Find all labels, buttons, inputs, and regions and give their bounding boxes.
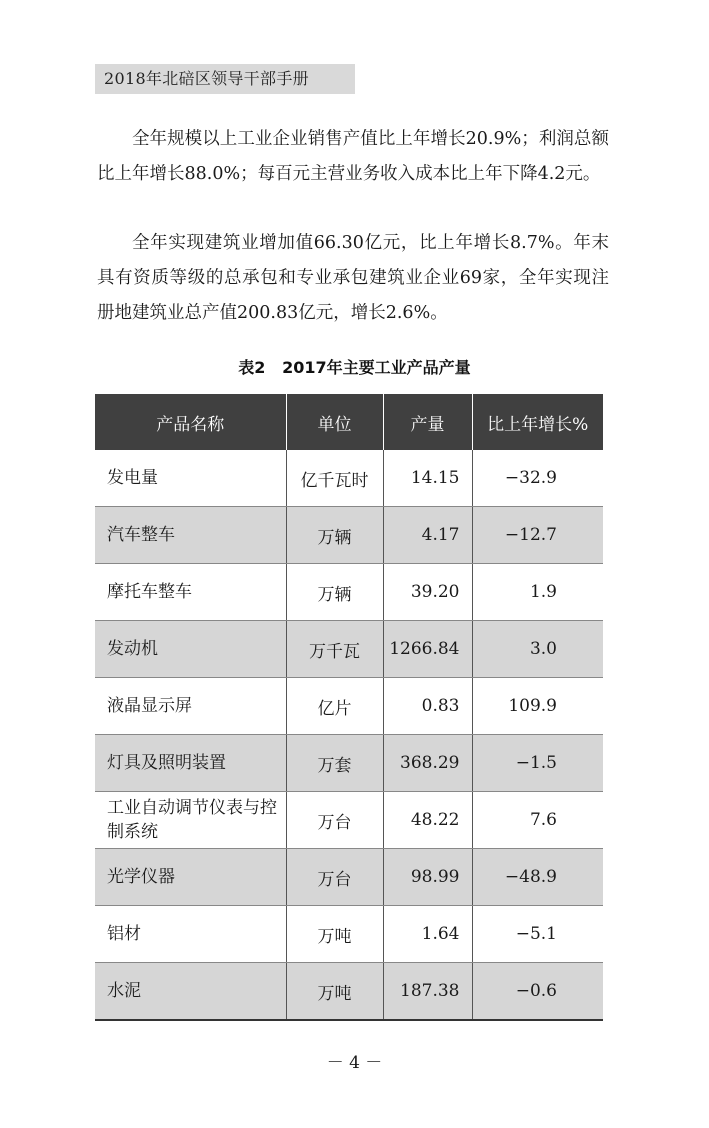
unit-cell: 万吨 bbox=[286, 906, 383, 963]
output-cell: 14.15 bbox=[383, 450, 472, 507]
growth-cell: 109.9 bbox=[472, 678, 603, 735]
unit-cell: 万套 bbox=[286, 735, 383, 792]
growth-cell: −12.7 bbox=[472, 507, 603, 564]
industrial-products-table bbox=[95, 394, 603, 1021]
unit-cell: 万辆 bbox=[286, 564, 383, 621]
table-row bbox=[95, 450, 603, 507]
product-name-cell: 发电量 bbox=[95, 450, 286, 507]
table-header-row bbox=[95, 394, 603, 450]
table-row bbox=[95, 621, 603, 678]
table-row bbox=[95, 906, 603, 963]
unit-cell: 亿片 bbox=[286, 678, 383, 735]
product-name-cell: 灯具及照明装置 bbox=[95, 735, 286, 792]
output-cell: 98.99 bbox=[383, 849, 472, 906]
output-cell: 4.17 bbox=[383, 507, 472, 564]
table-row bbox=[95, 678, 603, 735]
output-cell: 1266.84 bbox=[383, 621, 472, 678]
table-row bbox=[95, 735, 603, 792]
table-row bbox=[95, 507, 603, 564]
product-name-cell: 水泥 bbox=[95, 963, 286, 1021]
unit-cell: 万千瓦 bbox=[286, 621, 383, 678]
growth-cell: −32.9 bbox=[472, 450, 603, 507]
column-header-unit: 单位 bbox=[286, 394, 383, 450]
output-cell: 0.83 bbox=[383, 678, 472, 735]
growth-cell: −0.6 bbox=[472, 963, 603, 1021]
unit-cell: 亿千瓦时 bbox=[286, 450, 383, 507]
column-header-growth: 比上年增长% bbox=[472, 394, 603, 450]
table-caption: 表2 2017年主要工业产品产量 bbox=[238, 358, 471, 377]
unit-cell: 万台 bbox=[286, 792, 383, 849]
product-name-cell: 铝材 bbox=[95, 906, 286, 963]
unit-cell: 万台 bbox=[286, 849, 383, 906]
paragraph-text: 全年实现建筑业增加值66.30亿元，比上年增长8.7%。年末具有资质等级的总承包和专业承包建筑业企业69家，全年实现注册地建筑业总产值200.83亿元，增长2.6%。 bbox=[97, 233, 609, 323]
growth-cell: 1.9 bbox=[472, 564, 603, 621]
column-header-output: 产量 bbox=[383, 394, 472, 450]
product-name-cell: 液晶显示屏 bbox=[95, 678, 286, 735]
running-header: 2018年北碚区领导干部手册 bbox=[104, 69, 309, 88]
output-cell: 48.22 bbox=[383, 792, 472, 849]
table-row bbox=[95, 849, 603, 906]
product-name-cell: 摩托车整车 bbox=[95, 564, 286, 621]
table-row bbox=[95, 564, 603, 621]
growth-cell: −5.1 bbox=[472, 906, 603, 963]
growth-cell: −48.9 bbox=[472, 849, 603, 906]
product-name-cell: 发动机 bbox=[95, 621, 286, 678]
unit-cell: 万辆 bbox=[286, 507, 383, 564]
output-cell: 1.64 bbox=[383, 906, 472, 963]
product-name-cell: 汽车整车 bbox=[95, 507, 286, 564]
product-name-cell: 工业自动调节仪表与控制系统 bbox=[95, 792, 286, 849]
growth-cell: 3.0 bbox=[472, 621, 603, 678]
output-cell: 39.20 bbox=[383, 564, 472, 621]
unit-cell: 万吨 bbox=[286, 963, 383, 1021]
table-row bbox=[95, 792, 603, 849]
output-cell: 187.38 bbox=[383, 963, 472, 1021]
column-header-product-name: 产品名称 bbox=[95, 394, 286, 450]
growth-cell: 7.6 bbox=[472, 792, 603, 849]
table-row bbox=[95, 963, 603, 1021]
output-cell: 368.29 bbox=[383, 735, 472, 792]
paragraph-industrial-sales bbox=[97, 122, 609, 192]
paragraph-text: 全年规模以上工业企业销售产值比上年增长20.9%；利润总额比上年增长88.0%；每百元主营业务收入成本比上年下降4.2元。 bbox=[97, 129, 609, 184]
page-number: － 4 － bbox=[326, 1053, 383, 1073]
growth-cell: −1.5 bbox=[472, 735, 603, 792]
product-name-cell: 光学仪器 bbox=[95, 849, 286, 906]
paragraph-construction bbox=[97, 226, 609, 331]
